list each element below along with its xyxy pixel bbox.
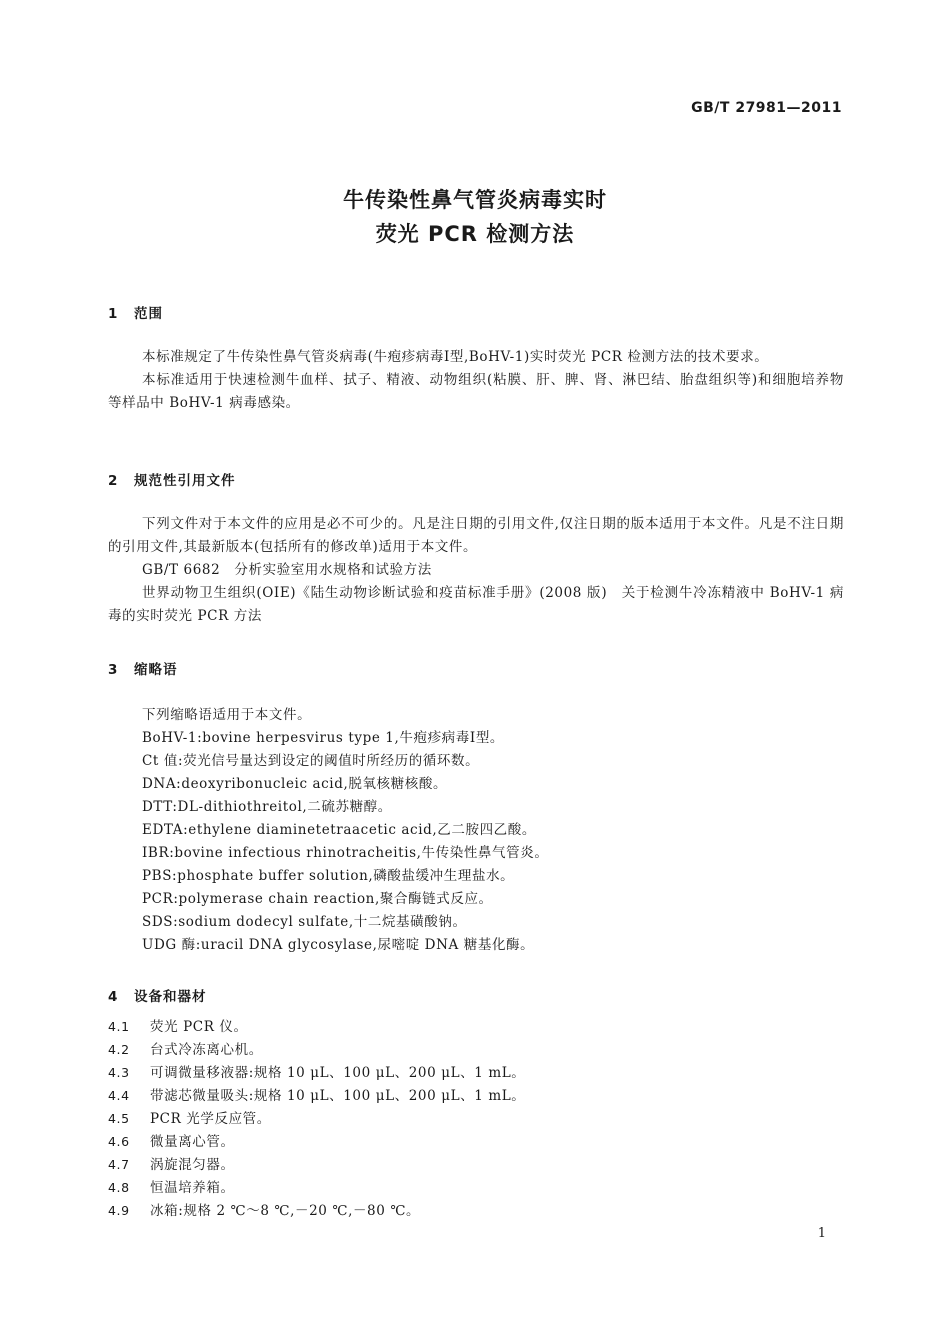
abbreviation-item: BoHV-1:bovine herpesvirus type 1,牛疱疹病毒Ⅰ型。: [142, 730, 505, 746]
section-title: 设备和器材: [134, 989, 207, 1005]
abbreviation-item: DNA:deoxyribonucleic acid,脱氧核糖核酸。: [142, 776, 448, 792]
paragraph: 下列文件对于本文件的应用是必不可少的。凡是注日期的引用文件,仅注日期的版本适用于本文件。凡是不注日期的引用文件,其最新版本(包括所有的修改单)适用于本文件。: [108, 516, 844, 555]
item-text: 可调微量移液器:规格 10 μL、100 μL、200 μL、1 mL。: [150, 1065, 526, 1081]
item-text: 荧光 PCR 仪。: [150, 1019, 248, 1035]
item-text: 涡旋混匀器。: [150, 1157, 235, 1173]
abbreviation-item: EDTA:ethylene diaminetetraacetic acid,乙二胺四乙酸。: [142, 822, 536, 838]
item-number: 4.7: [108, 1157, 130, 1172]
equipment-item: [108, 1038, 263, 1058]
section-title: 缩略语: [134, 662, 178, 678]
abbreviation-item: PBS:phosphate buffer solution,磷酸盐缓冲生理盐水。: [142, 868, 515, 884]
section-number: 2: [108, 473, 119, 489]
reference-item: 世界动物卫生组织(OIE)《陆生动物诊断试验和疫苗标准手册》(2008 版) 关于检测牛冷冻精液中 BoHV-1 病毒的实时荧光 PCR 方法: [108, 585, 844, 624]
item-number: 4.2: [108, 1042, 130, 1057]
document-title-line-1: 牛传染性鼻气管炎病毒实时: [343, 188, 607, 212]
item-number: 4.8: [108, 1180, 130, 1195]
standard-number: GB/T 27981—2011: [691, 100, 842, 116]
paragraph: 本标准适用于快速检测牛血样、拭子、精液、动物组织(粘膜、肝、脾、肾、淋巴结、胎盘组织等)和细胞培养物等样品中 BoHV-1 病毒感染。: [108, 372, 844, 411]
paragraph: 本标准规定了牛传染性鼻气管炎病毒(牛疱疹病毒Ⅰ型,BoHV-1)实时荧光 PCR 检测方法的技术要求。: [142, 349, 769, 365]
item-text: 微量离心管。: [150, 1134, 235, 1150]
item-number: 4.4: [108, 1088, 130, 1103]
item-number: 4.1: [108, 1019, 130, 1034]
item-text: 台式冷冻离心机。: [150, 1042, 263, 1058]
section-heading-normative-references: [108, 469, 236, 489]
document-title-line-2: 荧光 PCR 检测方法: [375, 222, 575, 246]
item-number: 4.6: [108, 1134, 130, 1149]
reference-item: GB/T 6682 分析实验室用水规格和试验方法: [142, 562, 432, 578]
abbreviation-item: DTT:DL-dithiothreitol,二硫苏糖醇。: [142, 799, 392, 815]
section-number: 4: [108, 989, 119, 1005]
section-title: 规范性引用文件: [134, 473, 236, 489]
equipment-item: [108, 1084, 525, 1104]
abbreviation-item: SDS:sodium dodecyl sulfate,十二烷基磺酸钠。: [142, 914, 467, 930]
equipment-item: [108, 1130, 235, 1150]
item-number: 4.5: [108, 1111, 130, 1126]
section-heading-equipment: [108, 985, 207, 1005]
section-body-normative-references: [108, 513, 844, 628]
section-body-scope: [108, 346, 844, 415]
equipment-item: [108, 1153, 235, 1173]
equipment-item: [108, 1015, 248, 1035]
section-number: 3: [108, 662, 119, 678]
section-heading-abbreviations: [108, 658, 178, 678]
equipment-item: [108, 1061, 525, 1081]
item-text: PCR 光学反应管。: [150, 1111, 271, 1127]
abbreviation-item: PCR:polymerase chain reaction,聚合酶链式反应。: [142, 891, 493, 907]
item-text: 带滤芯微量吸头:规格 10 μL、100 μL、200 μL、1 mL。: [150, 1088, 526, 1104]
abbreviation-item: IBR:bovine infectious rhinotracheitis,牛传染性鼻气管炎。: [142, 845, 549, 861]
section-heading-scope: [108, 302, 163, 322]
equipment-item: [108, 1176, 235, 1196]
abbreviation-item: Ct 值:荧光信号量达到设定的阈值时所经历的循环数。: [142, 753, 480, 769]
section-title: 范围: [134, 306, 163, 322]
item-number: 4.3: [108, 1065, 130, 1080]
item-text: 恒温培养箱。: [150, 1180, 235, 1196]
equipment-item: [108, 1199, 420, 1219]
page-number: 1: [817, 1226, 826, 1241]
item-text: 冰箱:规格 2 ℃～8 ℃,－20 ℃,－80 ℃。: [150, 1203, 421, 1219]
equipment-item: [108, 1107, 271, 1127]
item-number: 4.9: [108, 1203, 130, 1218]
abbreviation-intro: 下列缩略语适用于本文件。: [142, 707, 312, 723]
section-number: 1: [108, 306, 119, 322]
abbreviation-item: UDG 酶:uracil DNA glycosylase,尿嘧啶 DNA 糖基化酶。: [142, 937, 535, 953]
